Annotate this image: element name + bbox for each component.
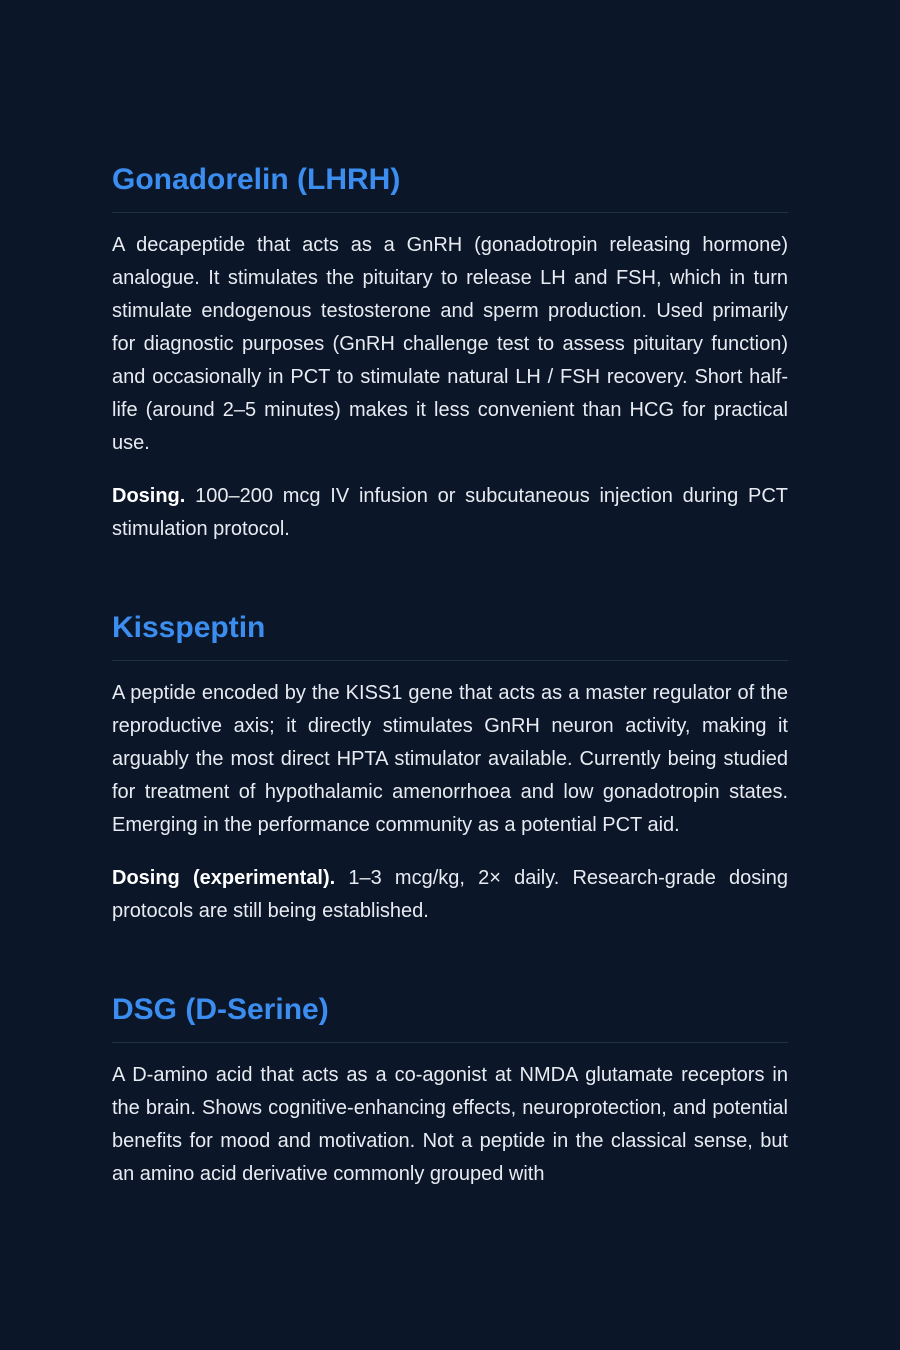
article-content [112, 160, 788, 1253]
dosing-paragraph [112, 480, 788, 546]
section-dsg [112, 990, 788, 1191]
dosing-text: 100–200 mcg IV infusion or subcutaneous injection during PCT stimulation protocol. [112, 485, 788, 540]
dosing-paragraph [112, 862, 788, 928]
section-kisspeptin [112, 608, 788, 928]
section-gonadorelin [112, 160, 788, 546]
section-title: Kisspeptin [112, 608, 788, 661]
section-title: DSG (D-Serine) [112, 990, 788, 1043]
dosing-label: Dosing (experimental). [112, 867, 336, 889]
section-title: Gonadorelin (LHRH) [112, 160, 788, 213]
section-description: A decapeptide that acts as a GnRH (gonadotropin releasing hormone) analogue. It stimulates the pituitary to release LH and FSH, which in turn stimulate endogenous testosterone and sperm production. Used primarily for diagnostic purposes (GnRH challenge test to assess pituitary function) and occasionally in PCT to stimulate natural LH / FSH recovery. Short half-life (around 2–5 minutes) makes it less convenient than HCG for practical use. [112, 234, 788, 454]
section-description: A peptide encoded by the KISS1 gene that acts as a master regulator of the reproductive axis; it directly stimulates GnRH neuron activity, making it arguably the most direct HPTA stimulator available. Currently being studied for treatment of hypothalamic amenorrhoea and low gonadotropin states. Emerging in the performance community as a potential PCT aid. [112, 682, 788, 836]
dosing-label: Dosing. [112, 485, 186, 507]
dosing-text: 1–3 mcg/kg, 2× daily. Research-grade dosing protocols are still being established. [112, 867, 788, 922]
section-description: A D-amino acid that acts as a co-agonist at NMDA glutamate receptors in the brain. Shows cognitive-enhancing effects, neuroprotection, and potential benefits for mood and motivation. Not a peptide in the classical sense, but an amino acid derivative commonly grouped with [112, 1064, 788, 1185]
